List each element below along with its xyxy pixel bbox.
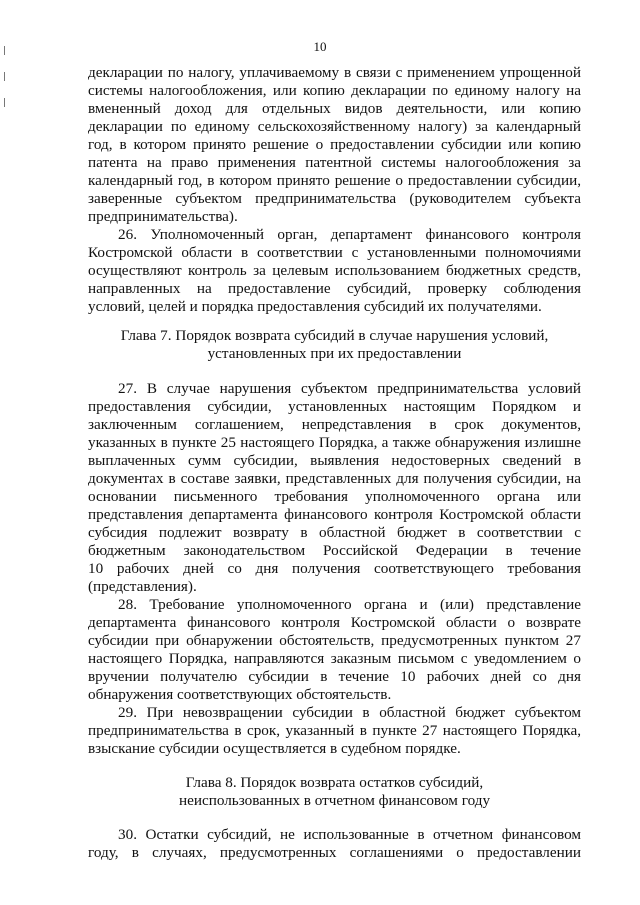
text-line: заверенные субъектом предпринимательства (руководителем субъекта <box>88 190 581 207</box>
paragraph-27-first-line: 27. В случае нарушения субъектом предпринимательства условий <box>118 380 581 397</box>
text-line: субсидии при обнаружении обстоятельств, предусмотренных пунктом 27 <box>88 632 581 649</box>
text-line: условий, целей и порядка предоставления субсидий их получателями. <box>88 298 542 315</box>
text-line: указанных в пункте 25 настоящего Порядка, а также обнаружения излишне <box>88 434 581 451</box>
text-line: году, в случаях, предусмотренных соглашениями о предоставлении <box>88 844 581 861</box>
text-line: документах в составе заявки, представленных для получения субсидии, на <box>88 470 581 487</box>
text-line: год, в котором принято решение о предоставлении субсидии или копию <box>88 136 581 153</box>
margin-mark <box>4 46 5 55</box>
text-line: (представления). <box>88 578 197 595</box>
margin-mark <box>4 98 5 107</box>
text-line: вручении получателю субсидии в течение 10 рабочих дней со дня <box>88 668 581 685</box>
text-line: департамента финансового контроля Костромской области о возврате <box>88 614 581 631</box>
text-line: взыскание субсидии осуществляется в судебном порядке. <box>88 740 461 757</box>
chapter-7-heading: Глава 7. Порядок возврата субсидий в случае нарушения условий, <box>120 327 549 344</box>
text-line: заключенным соглашением, непредставления в срок документов, <box>88 416 581 433</box>
text-line: основании письменного требования уполномоченного органа или <box>88 488 581 505</box>
text-line: календарный год, в котором принято решение о предоставлении субсидии, <box>88 172 581 189</box>
chapter-8-heading: Глава 8. Порядок возврата остатков субсидий, <box>185 774 484 791</box>
text-line: системы налогообложения, или копию декларации по единому налогу на <box>88 82 581 99</box>
text-line: бюджетным законодательством Российской Федерации в течение <box>88 542 581 559</box>
paragraph-29-first-line: 29. При невозвращении субсидии в областной бюджет субъектом <box>118 704 581 721</box>
page-number: 10 <box>313 39 327 54</box>
text-line: 10 рабочих дней со дня получения соответствующего требования <box>88 560 581 577</box>
text-line: патента на право применения патентной системы налогообложения за <box>88 154 581 171</box>
text-line: предоставления субсидии, установленных настоящим Порядком и <box>88 398 581 415</box>
paragraph-30-first-line: 30. Остатки субсидий, не использованные в отчетном финансовом <box>118 826 581 843</box>
chapter-8-heading: неиспользованных в отчетном финансовом году <box>178 792 491 809</box>
text-line: субсидия подлежит возврату в областной бюджет в соответствии с <box>88 524 581 541</box>
text-line: осуществляют контроль за целевым использованием бюджетных средств, <box>88 262 581 279</box>
text-line: обнаружения соответствующих обстоятельств. <box>88 686 392 703</box>
paragraph-26-first-line: 26. Уполномоченный орган, департамент финансового контроля <box>118 226 581 243</box>
text-line: представления департамента финансового контроля Костромской области <box>88 506 581 523</box>
text-line: декларации по единому сельскохозяйственному налогу) за календарный <box>88 118 581 135</box>
text-line: предпринимательства). <box>88 208 238 225</box>
text-line: направленных на предоставление субсидий, проверку соблюдения <box>88 280 581 297</box>
paragraph-28-first-line: 28. Требование уполномоченного органа и (или) представление <box>118 596 581 613</box>
text-line: выплаченных сумм субсидии, выявления недостоверных сведений в <box>88 452 581 469</box>
text-line: вмененный доход для отдельных видов деятельности, или копию <box>88 100 581 117</box>
chapter-7-heading: установленных при их предоставлении <box>207 345 462 362</box>
margin-mark <box>4 72 5 81</box>
text-line: настоящего Порядка, направляются заказным письмом с уведомлением о <box>88 650 581 667</box>
text-line: декларации по налогу, уплачиваемому в связи с применением упрощенной <box>88 64 581 81</box>
text-line: Костромской области в соответствии с установленными полномочиями <box>88 244 581 261</box>
text-line: предпринимательства в срок, указанный в пункте 27 настоящего Порядка, <box>88 722 581 739</box>
